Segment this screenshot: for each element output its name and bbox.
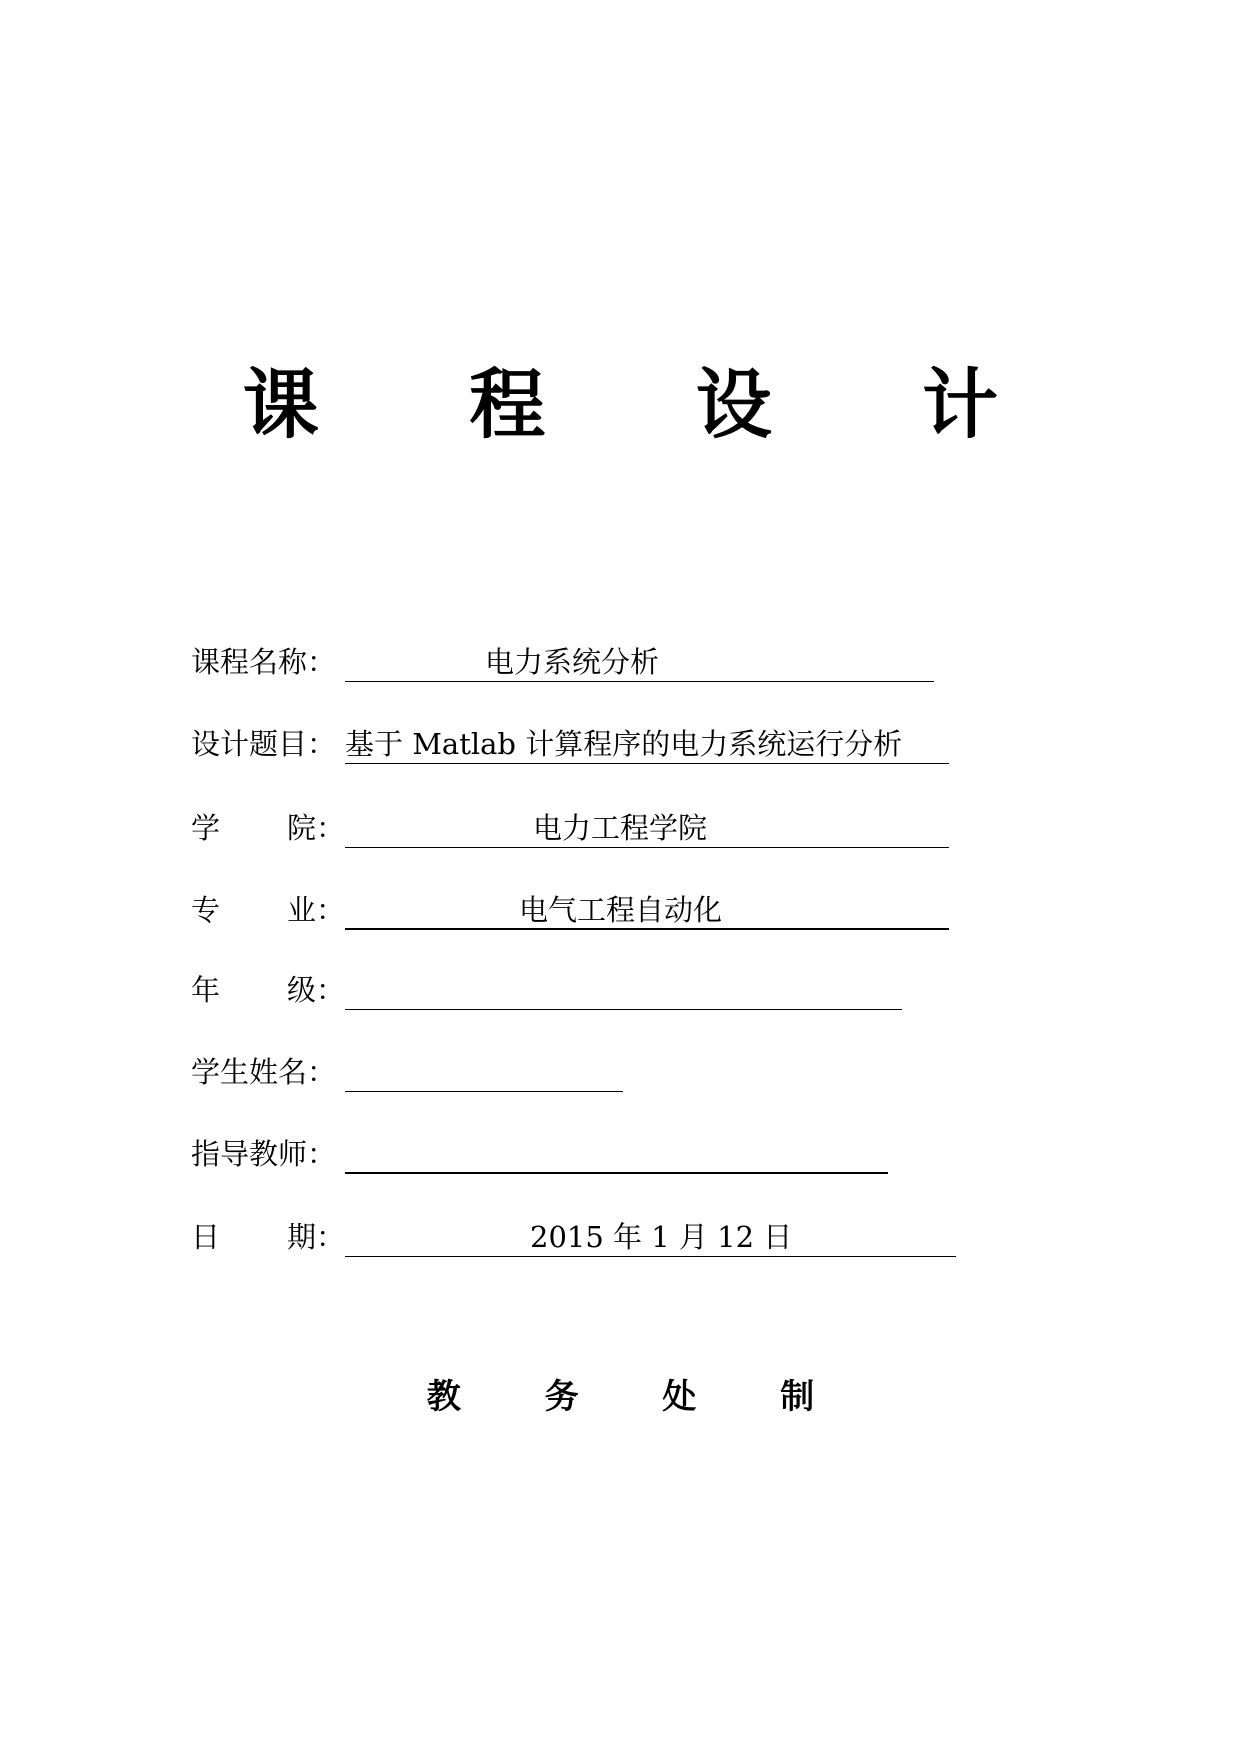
college-field[interactable] <box>345 808 949 848</box>
student-name-field[interactable] <box>345 1052 623 1092</box>
grade-label <box>191 970 345 1010</box>
student-name-label: 学生姓名： <box>191 1055 337 1089</box>
course-name-row <box>191 636 934 682</box>
college-row <box>191 802 949 848</box>
major-row <box>191 884 949 930</box>
date-label <box>191 1217 345 1257</box>
grade-label-left: 年 <box>191 973 221 1007</box>
advisor-field[interactable] <box>345 1134 888 1174</box>
grade-label-right: 级： <box>286 973 345 1007</box>
college-label-left: 学 <box>191 811 221 845</box>
student-name-row <box>191 1046 623 1092</box>
college-value: 电力工程学院 <box>533 811 708 845</box>
college-label-right: 院： <box>286 811 345 845</box>
design-topic-row <box>191 718 949 764</box>
grade-field[interactable] <box>345 970 902 1010</box>
major-label-left: 专 <box>191 893 221 927</box>
date-value: 2015 年 1 月 12 日 <box>530 1220 793 1254</box>
design-topic-label: 设计题目： <box>191 727 337 761</box>
grade-row <box>191 964 902 1010</box>
date-label-left: 日 <box>191 1220 221 1254</box>
major-value: 电气工程自动化 <box>519 893 723 927</box>
advisor-row <box>191 1128 888 1174</box>
college-label <box>191 808 345 848</box>
course-name-field[interactable] <box>345 642 934 682</box>
date-row <box>191 1211 956 1257</box>
date-label-right: 期： <box>286 1220 345 1254</box>
page-title: 课 程 设 计 <box>242 360 1061 449</box>
major-label-right: 业： <box>286 893 345 927</box>
course-name-value: 电力系统分析 <box>485 645 660 679</box>
course-name-label: 课程名称： <box>191 645 337 679</box>
issuing-office: 教 务 处 制 <box>426 1377 851 1417</box>
design-topic-value: 基于 Matlab 计算程序的电力系统运行分析 <box>345 727 903 761</box>
date-field[interactable] <box>345 1217 956 1257</box>
major-field[interactable] <box>345 890 949 930</box>
advisor-label: 指导教师： <box>191 1137 337 1171</box>
design-topic-field[interactable] <box>345 724 949 764</box>
major-label <box>191 890 345 930</box>
